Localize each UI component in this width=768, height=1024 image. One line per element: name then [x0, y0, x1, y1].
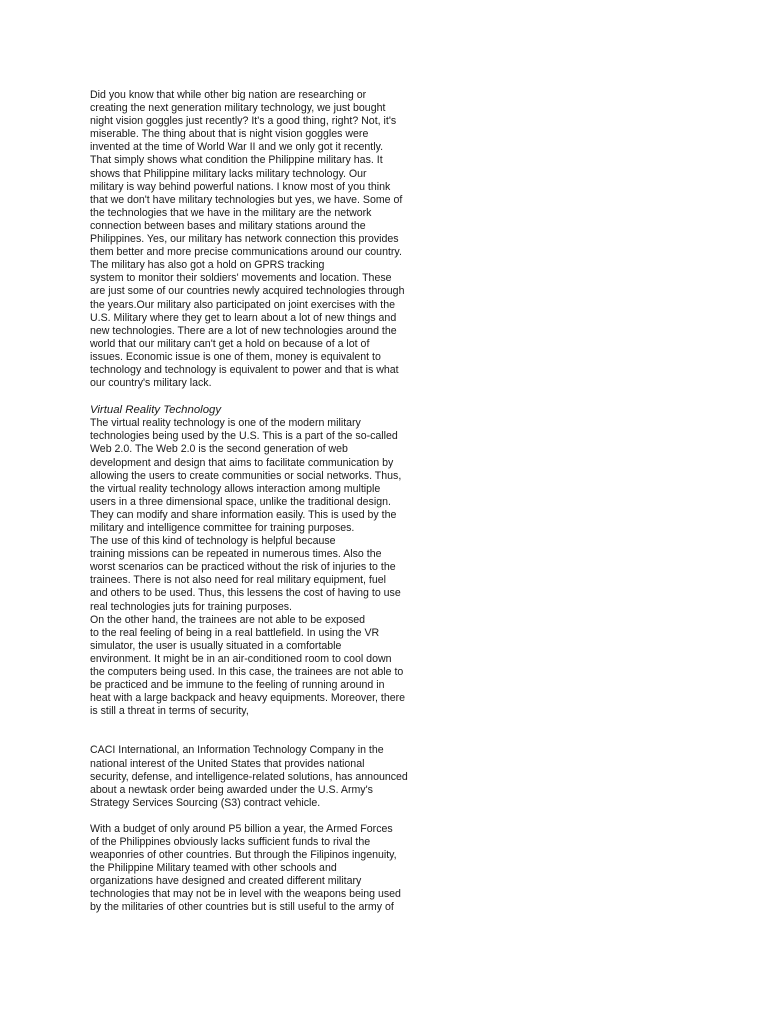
text-line: Did you know that while other big nation are researching or	[90, 89, 367, 101]
text-line: military is way behind powerful nations. I know most of you think	[90, 180, 391, 193]
text-line: shows that Philippine military lacks military technology. Our	[90, 167, 367, 180]
text-line: them better and more precise communications around our country.	[90, 246, 402, 259]
text-line: real technologies juts for training purposes.	[90, 600, 292, 613]
text-line: organizations have designed and created different military	[90, 875, 362, 888]
text-line: military and intelligence committee for training purposes.	[90, 522, 355, 534]
text-line: about a newtask order being awarded under the U.S. Army's	[90, 783, 373, 796]
text-line: to the real feeling of being in a real battlefield. In using the VR	[90, 626, 380, 639]
text-line: With a budget of only around P5 billion a year, the Armed Forces	[90, 822, 393, 835]
text-line: night vision goggles just recently? It's a good thing, right? Not, it's	[90, 115, 397, 128]
text-line: allowing the users to create communities or social networks. Thus,	[90, 469, 402, 482]
text-line: the virtual reality technology allows interaction among multiple	[90, 482, 381, 495]
text-line: They can modify and share information easily. This is used by the	[90, 508, 397, 521]
text-line: is still a threat in terms of security,	[90, 705, 249, 718]
text-line: U.S. Military where they get to learn about a lot of new things and	[90, 311, 397, 324]
paragraph-gap	[90, 731, 430, 744]
text-line: invented at the time of World War II and we only got it recently.	[90, 141, 384, 154]
paragraph-gap	[90, 390, 430, 403]
text-line: development and design that aims to facilitate communication by	[90, 456, 394, 469]
text-line: heat with a large backpack and heavy equipments. Moreover, there	[90, 692, 406, 705]
paragraph-gap	[90, 718, 430, 731]
text-line: the computers being used. In this case, the trainees are not able to	[90, 666, 404, 679]
text-line: the Philippine Military teamed with other schools and	[90, 862, 337, 875]
text-line: that we don't have military technologies but yes, we have. Some of	[90, 193, 403, 206]
text-line: system to monitor their soldiers' movements and location. These	[90, 272, 392, 285]
text-line: The military has also got a hold on GPRS tracking	[90, 259, 325, 272]
text-line: technologies that may not be in level with the weapons being used	[90, 888, 401, 901]
text-line: the technologies that we have in the military are the network	[90, 206, 372, 219]
paragraph-gap	[90, 810, 430, 823]
text-line: issues. Economic issue is one of them, money is equivalent to	[90, 350, 381, 363]
text-line: world that our military can't get a hold on because of a lot of	[90, 337, 370, 350]
text-line: be practiced and be immune to the feeling of running around in	[90, 679, 385, 692]
text-line: technology and technology is equivalent to power and that is what	[90, 363, 399, 376]
document-body	[90, 89, 430, 915]
text-line: That simply shows what condition the Philippine military has. It	[90, 154, 383, 167]
text-line: creating the next generation military technology, we just bought	[90, 102, 386, 115]
text-line: Philippines. Yes, our military has network connection this provides	[90, 233, 399, 246]
section-heading: Virtual Reality Technology	[90, 404, 222, 417]
text-line: the years.Our military also participated on joint exercises with the	[90, 298, 395, 311]
text-line: technologies being used by the U.S. This is a part of the so-called	[90, 430, 398, 443]
text-line: environment. It might be in an air-conditioned room to cool down	[90, 652, 392, 665]
text-line: users in a three dimensional space, unlike the traditional design.	[90, 495, 391, 508]
text-line: national interest of the United States that provides national	[90, 757, 365, 770]
text-line: The virtual reality technology is one of the modern military	[90, 417, 361, 430]
intro-paragraph	[90, 89, 430, 390]
text-line: trainees. There is not also need for real military equipment, fuel	[90, 574, 386, 587]
text-line: and others to be used. Thus, this lessens the cost of having to use	[90, 587, 401, 600]
text-line: Web 2.0. The Web 2.0 is the second generation of web	[90, 443, 348, 456]
vr-paragraph	[90, 417, 430, 718]
text-line: security, defense, and intelligence-related solutions, has announced	[90, 770, 408, 783]
text-line: CACI International, an Information Technology Company in the	[90, 744, 384, 757]
text-line: miserable. The thing about that is night vision goggles were	[90, 128, 369, 141]
caci-paragraph	[90, 744, 430, 809]
text-line: weaponries of other countries. But through the Filipinos ingenuity,	[90, 849, 397, 862]
text-line: The use of this kind of technology is helpful because	[90, 535, 336, 548]
text-line: new technologies. There are a lot of new technologies around the	[90, 324, 397, 337]
text-line: our country's military lack.	[90, 377, 212, 390]
budget-paragraph	[90, 823, 430, 915]
text-line: worst scenarios can be practiced without the risk of injuries to the	[90, 561, 396, 574]
text-line: of the Philippines obviously lacks sufficient funds to rival the	[90, 835, 371, 848]
text-line: connection between bases and military stations around the	[90, 219, 366, 232]
text-line: are just some of our countries newly acquired technologies through	[90, 285, 405, 298]
text-line: simulator, the user is usually situated in a comfortable	[90, 639, 342, 652]
text-line: by the militaries of other countries but is still useful to the army of	[90, 901, 394, 914]
text-line: training missions can be repeated in numerous times. Also the	[90, 548, 382, 561]
text-line: On the other hand, the trainees are not able to be exposed	[90, 613, 366, 626]
text-line: Strategy Services Sourcing (S3) contract vehicle.	[90, 796, 321, 809]
